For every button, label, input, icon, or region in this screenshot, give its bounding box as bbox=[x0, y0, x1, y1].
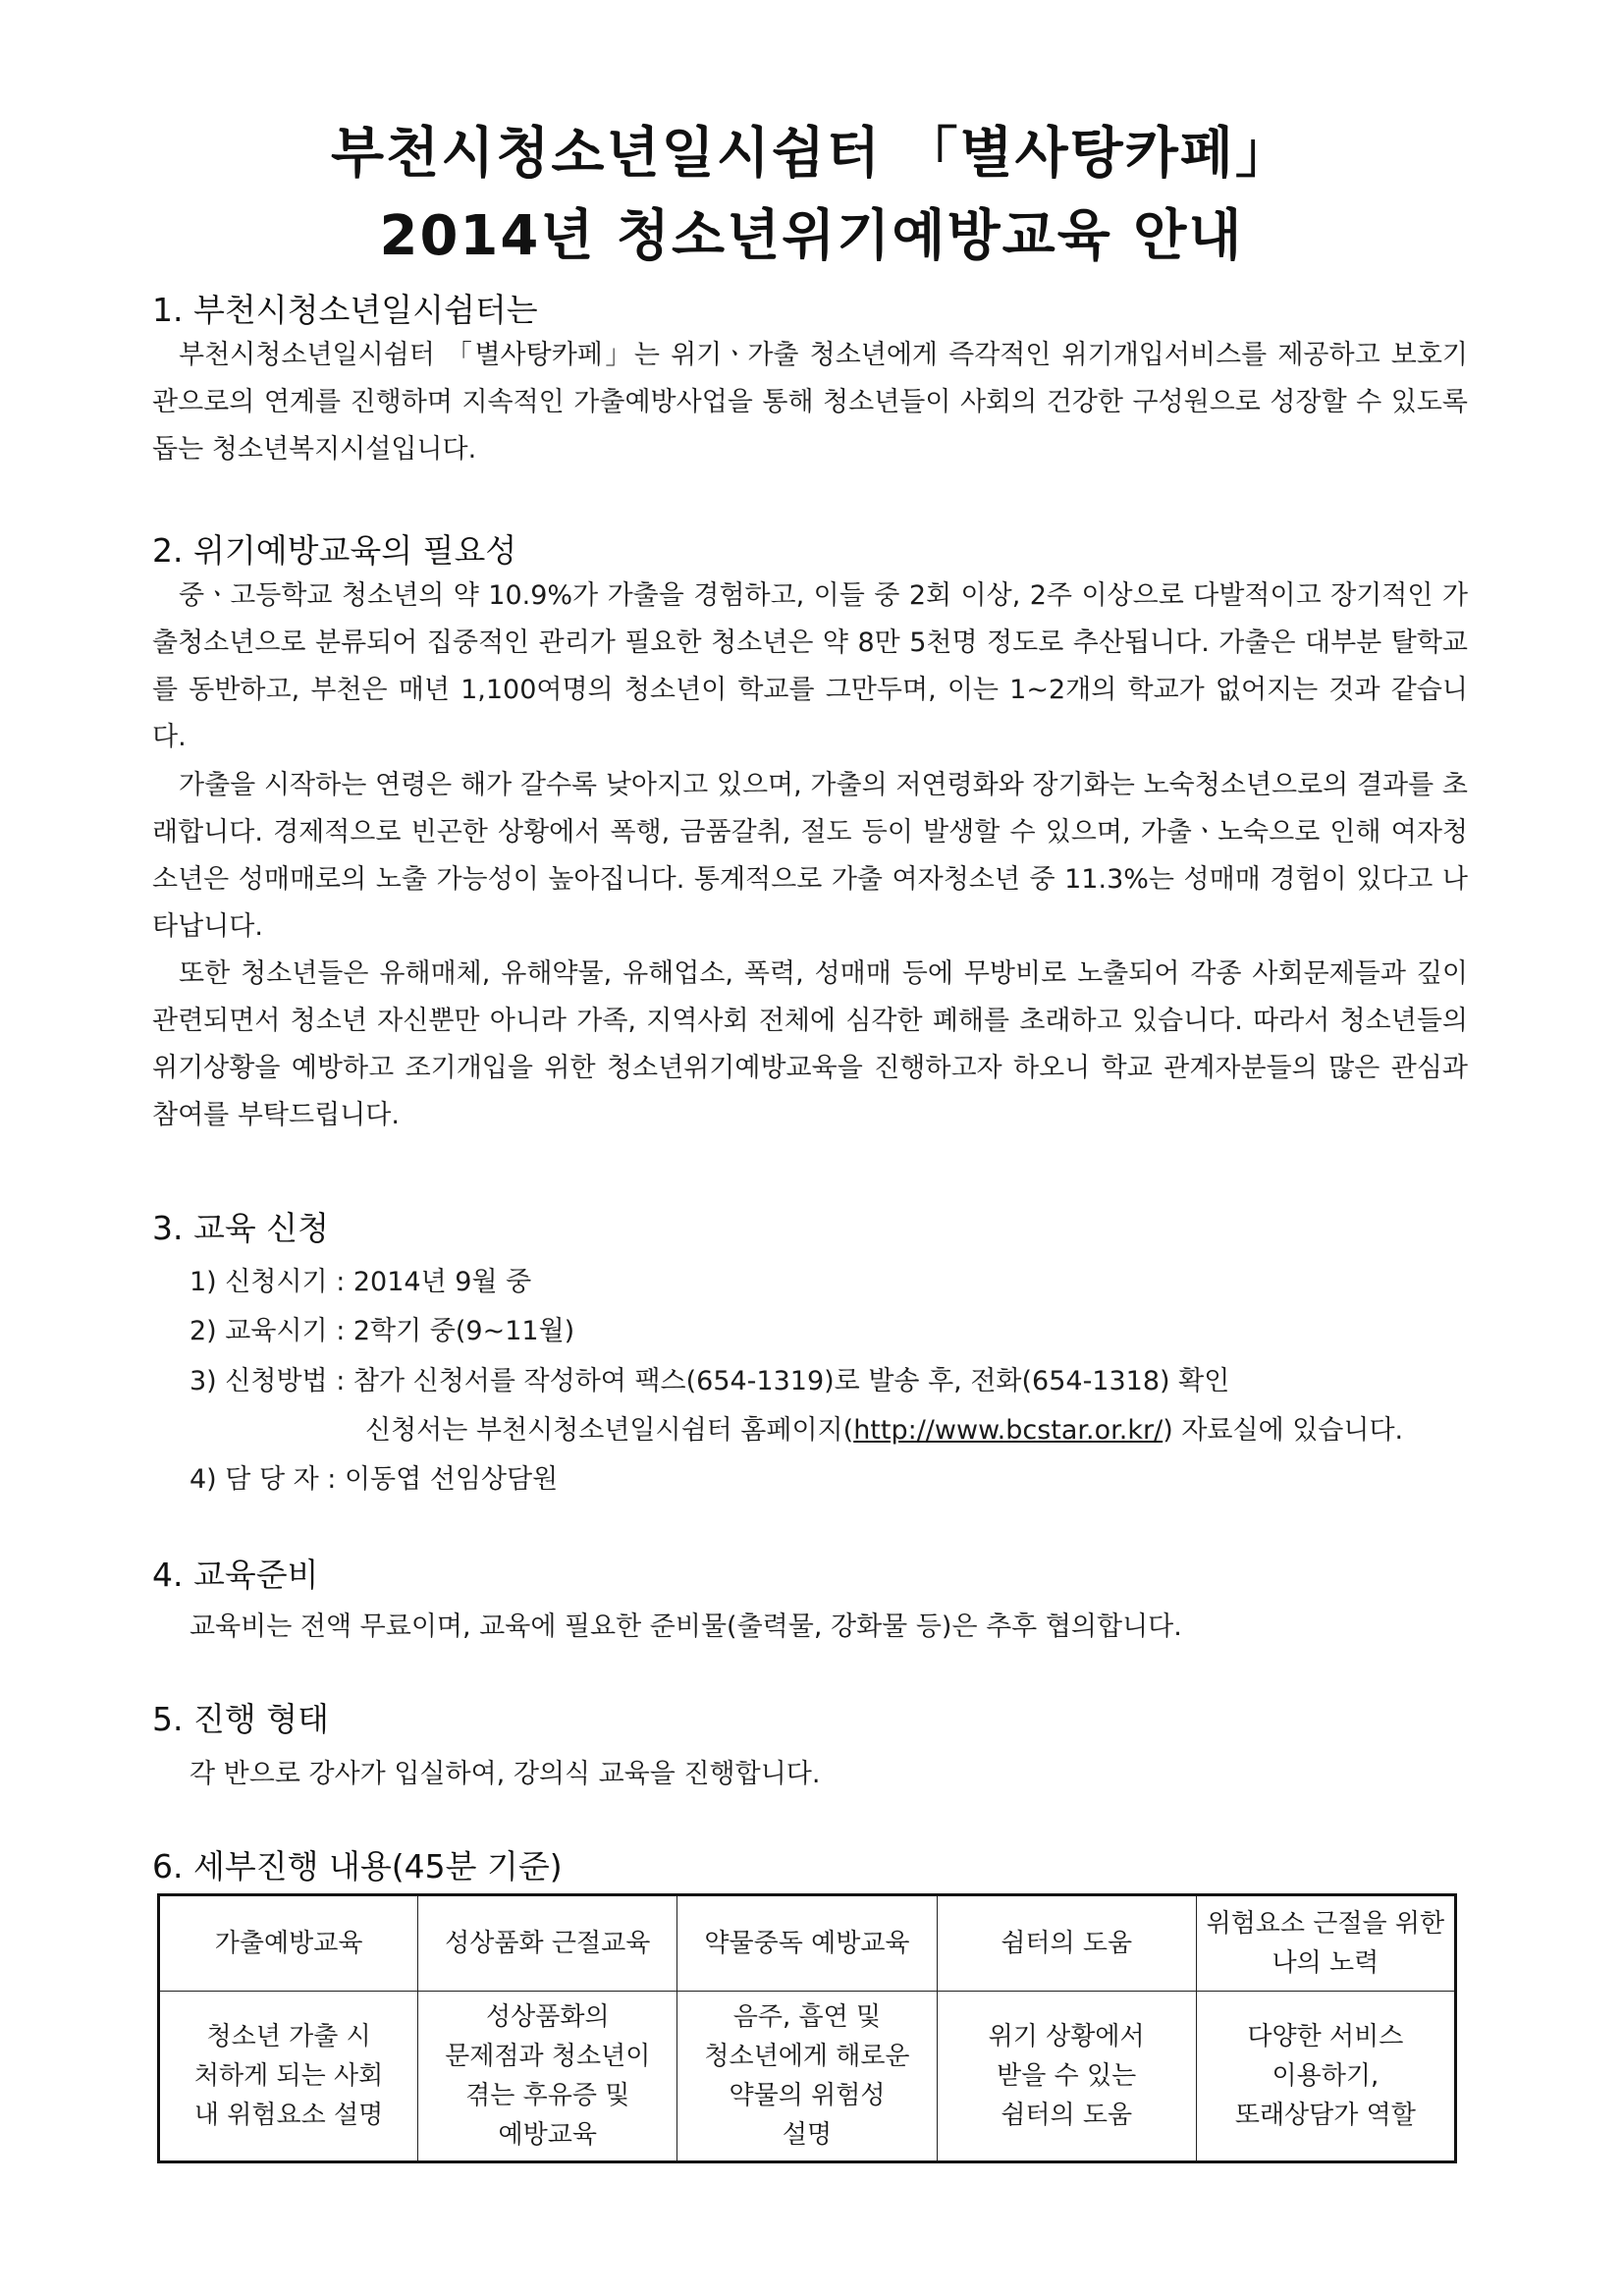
contact-person: 4) 담 당 자 : 이동엽 선임상담원 bbox=[189, 1464, 559, 1495]
section2-heading: 2. 위기예방교육의 필요성 bbox=[152, 531, 517, 570]
table-cell: 청소년 가출 시 처하게 되는 사회 내 위험요소 설명 bbox=[159, 1992, 418, 2162]
document-title-line1: 부천시청소년일시쉼터 「별사탕카페」 bbox=[331, 122, 1292, 186]
section6-heading: 6. 세부진행 내용(45분 기준) bbox=[152, 1847, 563, 1886]
table-header: 약물중독 예방교육 bbox=[677, 1895, 937, 1992]
table-cell: 성상품화의 문제점과 청소년이 겪는 후유증 및 예방교육 bbox=[418, 1992, 677, 2162]
section5-body: 각 반으로 강사가 입실하여, 강의식 교육을 진행합니다. bbox=[189, 1759, 821, 1789]
table-cell: 다양한 서비스 이용하기, 또래상담가 역할 bbox=[1196, 1992, 1455, 2162]
form-note-suffix: ) 자료실에 있습니다. bbox=[1163, 1415, 1404, 1446]
table-cell: 음주, 흡연 및 청소년에게 해로운 약물의 위험성 설명 bbox=[677, 1992, 937, 2162]
table-cell: 위기 상황에서 받을 수 있는 쉼터의 도움 bbox=[937, 1992, 1196, 2162]
application-form-note bbox=[365, 1408, 1403, 1447]
section1-heading: 1. 부천시청소년일시쉼터는 bbox=[152, 291, 538, 329]
section5-heading: 5. 진행 형태 bbox=[152, 1700, 329, 1738]
section2-para3: 또한 청소년들은 유해매체, 유해약물, 유해업소, 폭력, 성매매 등에 무방비로 노출되어 각종 사회문제들과 깊이 관련되면서 청소년 자신뿐만 아니라 가족, 지역사회 전체에 심각한 폐해를 초래하고 있습니다. 따라서 청소년들의 위기상황을 예방하고 조기개입을 위한 청소년위기예방교육을 진행하고자 하오니 학교 관계자분들의 많은 관심과 참여를 부탁드립니다. bbox=[152, 958, 1468, 1130]
document-title-line2: 2014년 청소년위기예방교육 안내 bbox=[379, 204, 1244, 268]
section4-body: 교육비는 전액 무료이며, 교육에 필요한 준비물(출력물, 강화물 등)은 추후 협의합니다. bbox=[189, 1612, 1182, 1642]
section3-heading: 3. 교육 신청 bbox=[152, 1209, 329, 1247]
table-header: 성상품화 근절교육 bbox=[418, 1895, 677, 1992]
form-note-prefix: 신청서는 부천시청소년일시쉼터 홈페이지( bbox=[365, 1415, 854, 1446]
education-period: 2) 교육시기 : 2학기 중(9~11월) bbox=[189, 1316, 575, 1346]
section4-heading: 4. 교육준비 bbox=[152, 1556, 319, 1594]
homepage-link[interactable]: http://www.bcstar.or.kr/ bbox=[853, 1415, 1163, 1446]
table-header: 쉼터의 도움 bbox=[937, 1895, 1196, 1992]
section2-para2: 가출을 시작하는 연령은 해가 갈수록 낮아지고 있으며, 가출의 저연령화와 장기화는 노숙청소년으로의 결과를 초래합니다. 경제적으로 빈곤한 상황에서 폭행, 금품갈취, 절도 등이 발생할 수 있으며, 가출ㆍ노숙으로 인해 여자청소년은 성매매로의 노출 가능성이 높아집니다. 통계적으로 가출 여자청소년 중 11.3%는 성매매 경험이 있다고 나타납니다. bbox=[152, 770, 1468, 942]
application-method: 3) 신청방법 : 참가 신청서를 작성하여 팩스(654-1319)로 발송 후, 전화(654-1318) 확인 bbox=[189, 1366, 1230, 1396]
table-row bbox=[159, 1992, 1456, 2162]
program-detail-table bbox=[157, 1893, 1457, 2163]
table-header: 가출예방교육 bbox=[159, 1895, 418, 1992]
table-header: 위험요소 근절을 위한 나의 노력 bbox=[1196, 1895, 1455, 1992]
table-header-row bbox=[159, 1895, 1456, 1992]
section1-body: 부천시청소년일시쉼터 「별사탕카페」는 위기ㆍ가출 청소년에게 즉각적인 위기개입서비스를 제공하고 보호기관으로의 연계를 진행하며 지속적인 가출예방사업을 통해 청소년들이 사회의 건강한 구성원으로 성장할 수 있도록 돕는 청소년복지시설입니다. bbox=[152, 340, 1468, 465]
application-period: 1) 신청시기 : 2014년 9월 중 bbox=[189, 1267, 532, 1297]
section2-para1: 중ㆍ고등학교 청소년의 약 10.9%가 가출을 경험하고, 이들 중 2회 이상, 2주 이상으로 다발적이고 장기적인 가출청소년으로 분류되어 집중적인 관리가 필요한 청소년은 약 8만 5천명 정도로 추산됩니다. 가출은 대부분 탈학교를 동반하고, 부천은 매년 1,100여명의 청소년이 학교를 그만두며, 이는 1~2개의 학교가 없어지는 것과 같습니다. bbox=[152, 580, 1468, 752]
